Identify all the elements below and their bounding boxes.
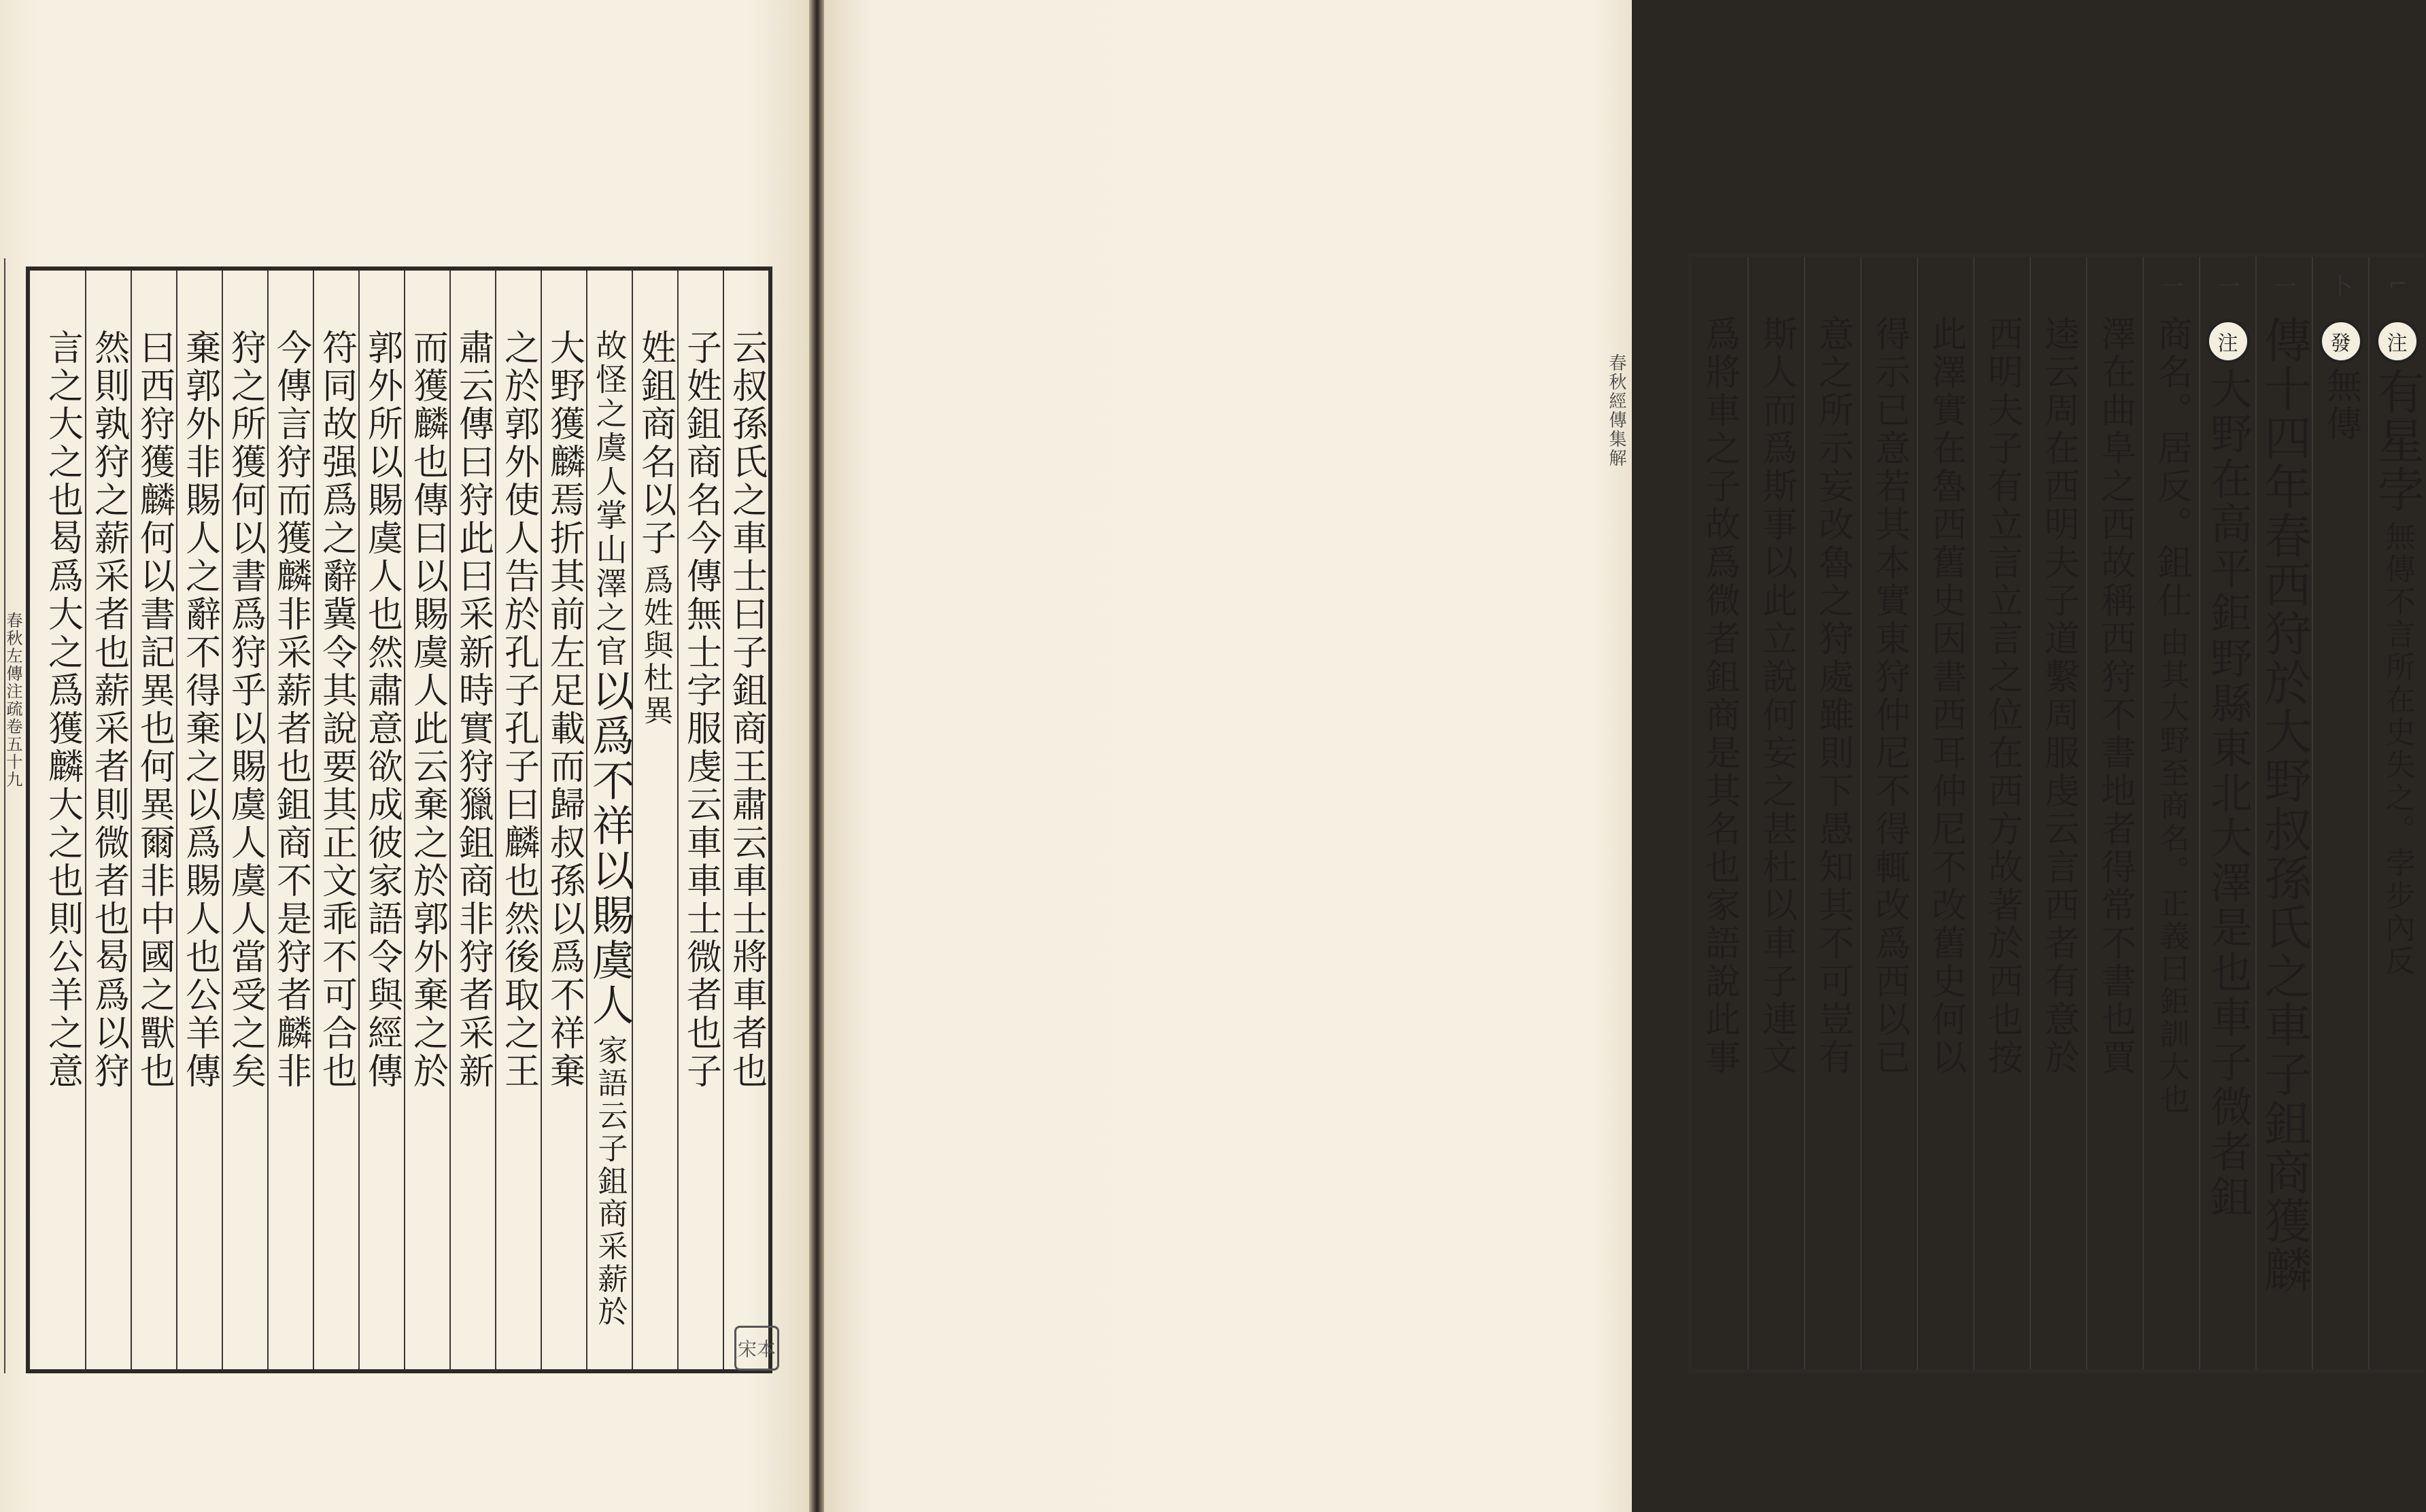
right-column-content [1749,315,1804,1077]
left-column-text: 曰西狩獲麟何以書記異也何異爾非中國之獸也 [133,329,175,1090]
right-column-text: 傳十四年春西狩於大野叔孫氏之車子鉏商獲麟 [2256,315,2312,1294]
right-column [2255,257,2312,1369]
left-column [495,271,541,1369]
left-column [449,271,495,1369]
right-column-header-mark: 一 [2273,273,2297,300]
right-text-frame [1688,253,2425,1373]
left-margin-label: 春秋左傳注疏卷五十九 [3,612,22,789]
right-column-text: 西明夫子有立言立言之位在西方故著於西也按 [1981,315,2023,1077]
left-column-text: 以爲不祥以賜虞人 [585,669,635,1028]
right-column-text: 意之所示妄改魯之狩處雖則下愚知其不可豈有 [1812,315,1853,1077]
right-column-content [1691,315,1747,1077]
right-column [1917,257,1973,1369]
right-page [824,0,2425,1512]
right-column [1747,257,1804,1369]
right-column-header-mark: 一 [2217,273,2240,300]
annotation-badge-icon: 發 [2319,320,2363,363]
left-column-text: 棄郭外非賜人之辭不得棄之以爲賜人也公羊傳 [179,329,220,1090]
left-column [267,271,313,1369]
right-column-text: 逵云周在西明夫子道繫周服虔云言西者有意於 [2038,315,2079,1077]
annotation-badge-icon: 注 [2206,320,2250,363]
right-column [2199,257,2255,1369]
left-column-content [86,329,131,1090]
left-column-content [451,329,495,1090]
right-column-content [2200,315,2255,1220]
right-column-text: 此澤實在魯西舊史因書西耳仲尼不改舊史何以 [1925,315,1966,1077]
left-column-text: 肅云傳曰狩此曰采新時實狩獵鉏商非狩者采新 [452,329,494,1090]
left-column [313,271,358,1369]
left-column-prefix-text: 故怪之虞人掌山澤之官 [591,329,628,669]
right-column-header-mark: ⌐ [2388,271,2408,298]
right-column [1691,257,1747,1369]
left-column [632,271,677,1369]
right-column-text: 爲將車之子故爲微者鉏商是其名也家語說此事 [1698,315,1740,1077]
left-column [677,271,723,1369]
left-column-content [405,329,449,1090]
left-column-content [585,329,635,1328]
right-column-content [1918,315,1973,1077]
right-column [1860,257,1917,1369]
left-column-content [542,329,586,1090]
right-column-tail-text: 由其大野至商名。正義曰鉅訓大也 [2154,627,2189,1116]
left-column-text: 子姓鉏商名今傳無士字服虔云車車士微者也子 [680,329,721,1090]
left-column-content [360,329,404,1090]
left-page [0,0,809,1512]
left-column [404,271,449,1369]
left-column-tail-text: 家語云子鉏商采薪於 [592,1035,628,1328]
left-column-content [223,329,267,1090]
left-column-text: 狩之所獲何以書爲狩乎以賜虞人虞人當受之矣 [224,329,266,1090]
left-column [85,271,131,1369]
right-column-content [1805,315,1860,1077]
left-column-text: 之於郭外使人告於孔子孔子曰麟也然後取之王 [498,329,539,1090]
left-column [541,271,586,1369]
right-column-text: 澤在曲阜之西故稱西狩不書地者得常不書也賈 [2094,315,2136,1077]
left-column-content [633,329,677,727]
left-column-content [724,329,768,1090]
left-column [723,271,768,1369]
right-margin-label: 春秋經傳集解 [1606,354,1626,468]
left-column-content [496,329,541,1090]
right-column [1973,257,2030,1369]
right-column-content [1975,315,2030,1077]
right-column-tail-text: 無傳不言所在史失之。孛步內反 [2380,521,2415,978]
right-column [2030,257,2086,1369]
left-column-text: 然則孰狩之薪采者也薪采者則微者也曷爲以狩 [88,329,129,1090]
left-column-text: 姓鉏商名以子 [634,329,676,557]
left-column-content [314,329,358,1090]
left-column-tail-text: 爲姓與杜異 [638,564,673,727]
left-margin-label-wrap [4,612,22,1224]
left-column [39,271,85,1369]
right-column-content [1862,315,1917,1077]
right-column-content [2031,315,2086,1077]
right-margin-label-wrap [1606,354,1626,761]
left-column-text: 言之大之也曷爲大之爲獲麟大之也則公羊之意 [41,329,83,1090]
right-column-content [2313,315,2368,443]
left-column [585,271,635,1369]
left-column [222,271,267,1369]
left-column-text: 符同故强爲之辭冀令其說要其正文乖不可合也 [315,329,357,1090]
book-gutter [809,0,824,1512]
left-column-content [679,329,723,1090]
left-column [176,271,222,1369]
right-column-text: 大野在高平鉅野縣東北大澤是也車子微者鉏 [2203,367,2253,1220]
left-column-text: 云叔孫氏之車士曰子鉏商王肅云車士將車者也 [725,329,767,1090]
right-column-header-mark: 一 [2160,273,2184,300]
right-column-text: 商名。居反。鉏仕 [2151,315,2192,620]
right-column-header-mark: 卜 [2329,273,2353,300]
right-column-content [2144,315,2199,1116]
right-column-text: 無傳 [2320,367,2361,443]
left-column-text: 今傳言狩而獲麟非采薪者也鉏商不是狩者麟非 [270,329,311,1090]
left-column-text: 郭外所以賜虞人也然肅意欲成彼家語令與經傳 [361,329,403,1090]
right-column-content [2087,315,2142,1077]
left-column [358,271,404,1369]
left-column-text: 而獲麟也傳曰以賜虞人此云棄之於郭外棄之於 [407,329,448,1090]
left-column-content [39,329,85,1090]
left-column [131,271,176,1369]
right-column-content [2370,315,2425,978]
right-column [2312,257,2368,1369]
right-column-text: 得示已意若其本實東狩仲尼不得輒改爲西以已 [1868,315,1910,1077]
annotation-badge-icon: 注 [2376,320,2419,363]
right-column [2142,257,2199,1369]
right-column-text: 斯人而爲斯事以此立說何妄之甚杜以車子連文 [1756,315,1797,1077]
left-column-content [132,329,176,1090]
right-column-content [2257,315,2312,1294]
left-text-frame [26,267,772,1373]
right-column-text: 有星孛 [2369,367,2425,514]
left-column-content [269,329,313,1090]
bottom-seal-stamp: 宋本 [734,1326,779,1371]
right-column [1804,257,1860,1369]
left-column-content [177,329,222,1090]
right-column [2368,257,2425,1369]
right-column [2086,257,2142,1369]
left-column-text: 大野獲麟焉折其前左足載而歸叔孫以爲不祥棄 [543,329,585,1090]
